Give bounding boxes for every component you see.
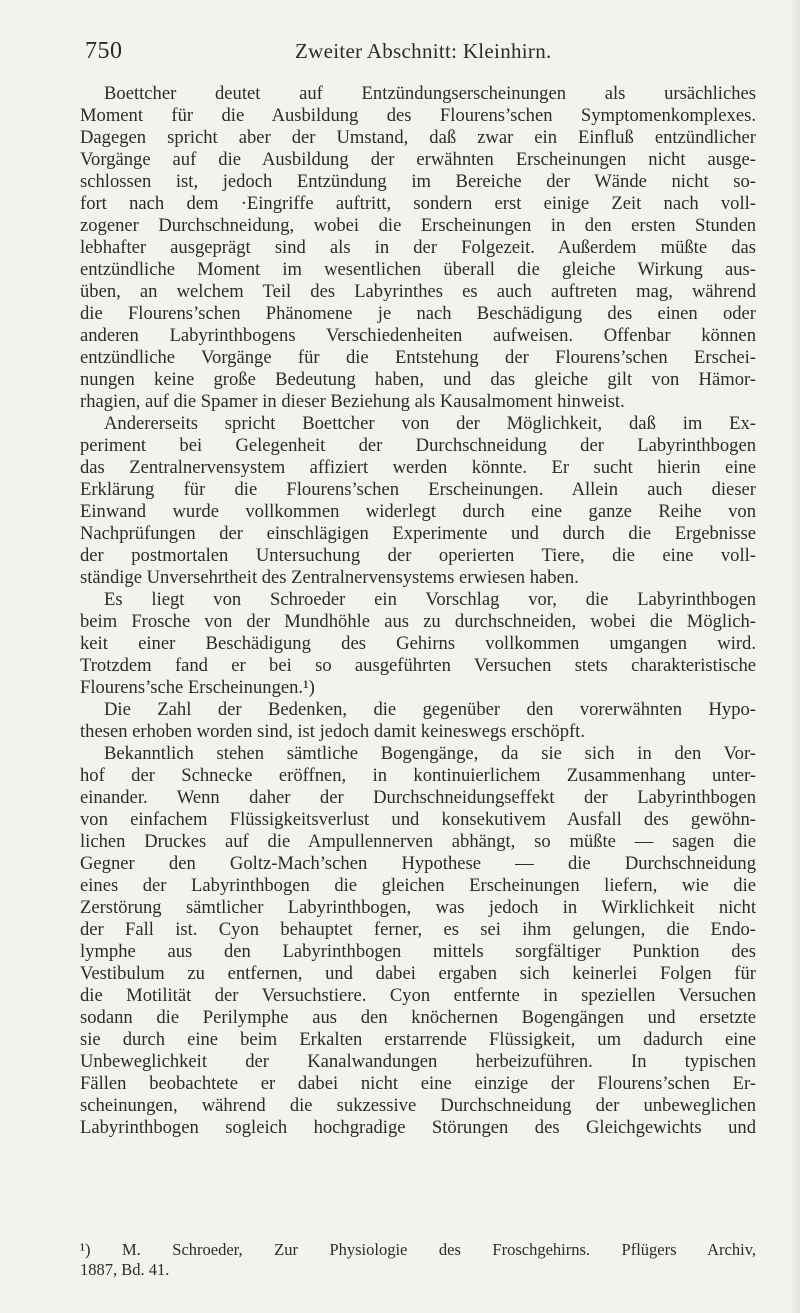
footnote-line: 1887, Bd. 41. bbox=[80, 1260, 170, 1279]
paragraph-3 bbox=[80, 589, 756, 699]
text-line: Es liegt von Schroeder ein Vorschlag vor, die Labyrinthbogen bbox=[104, 589, 756, 610]
text-line: nungen keine große Bedeutung haben, und das gleiche gilt von Hämor- bbox=[80, 369, 756, 390]
page-edge bbox=[790, 0, 800, 1313]
text-line: Flourens’sche Erscheinungen.¹) bbox=[80, 677, 315, 698]
page-number: 750 bbox=[85, 38, 123, 64]
text-line: Zerstörung sämtlicher Labyrinthbogen, was jedoch in Wirklichkeit nicht bbox=[80, 897, 756, 918]
text-line: scheinungen, während die sukzessive Durchschneidung der unbeweglichen bbox=[80, 1095, 756, 1116]
text-line: Gegner den Goltz-Mach’schen Hypothese — die Durchschneidung bbox=[80, 853, 756, 874]
footnote bbox=[80, 1240, 756, 1280]
text-line: periment bei Gelegenheit der Durchschneidung der Labyrinthbogen bbox=[80, 435, 756, 456]
text-line: üben, an welchem Teil des Labyrinthes es auch auftreten mag, während bbox=[80, 281, 756, 302]
text-line: lebhafter ausgeprägt sind als in der Folgezeit. Außerdem müßte das bbox=[80, 237, 756, 258]
paragraph-2 bbox=[80, 413, 756, 589]
text-line: Labyrinthbogen sogleich hochgradige Störungen des Gleichgewichts und bbox=[80, 1117, 756, 1138]
text-line: Einwand wurde vollkommen widerlegt durch eine ganze Reihe von bbox=[80, 501, 756, 522]
paragraph-4 bbox=[80, 699, 756, 743]
text-line: beim Frosche von der Mundhöhle aus zu durchschneiden, wobei die Möglich- bbox=[80, 611, 756, 632]
text-line: von einfachem Flüssigkeitsverlust und konsekutivem Ausfall des gewöhn- bbox=[80, 809, 756, 830]
text-line: der Fall ist. Cyon behauptet ferner, es sei ihm gelungen, die Endo- bbox=[80, 919, 756, 940]
text-line: keit einer Beschädigung des Gehirns vollkommen umgangen wird. bbox=[80, 633, 756, 654]
body-text bbox=[80, 83, 756, 1139]
text-line: Trotzdem fand er bei so ausgeführten Versuchen stets charakteristische bbox=[80, 655, 756, 676]
text-line: Vestibulum zu entfernen, und dabei ergaben sich keinerlei Folgen für bbox=[80, 963, 756, 984]
text-line: rhagien, auf die Spamer in dieser Beziehung als Kausalmoment hinweist. bbox=[80, 391, 625, 412]
text-line: die Motilität der Versuchstiere. Cyon entfernte in speziellen Versuchen bbox=[80, 985, 756, 1006]
text-line: schlossen ist, jedoch Entzündung im Bereiche der Wände nicht so- bbox=[80, 171, 756, 192]
text-line: Die Zahl der Bedenken, die gegenüber den vorerwähnten Hypo- bbox=[104, 699, 756, 720]
text-line: Unbeweglichkeit der Kanalwandungen herbeizuführen. In typischen bbox=[80, 1051, 756, 1072]
footnote-line: ¹) M. Schroeder, Zur Physiologie des Froschgehirns. Pflügers Archiv, bbox=[80, 1240, 756, 1259]
text-line: die Flourens’schen Phänomene je nach Beschädigung des einen oder bbox=[80, 303, 756, 324]
paragraph-5 bbox=[80, 743, 756, 1139]
text-line: Erklärung für die Flourens’schen Erscheinungen. Allein auch dieser bbox=[80, 479, 756, 500]
text-line: fort nach dem ·Eingriffe auftritt, sondern erst einige Zeit nach voll- bbox=[80, 193, 756, 214]
text-line: Fällen beobachtete er dabei nicht eine einzige der Flourens’schen Er- bbox=[80, 1073, 756, 1094]
text-line: Bekanntlich stehen sämtliche Bogengänge, da sie sich in den Vor- bbox=[104, 743, 756, 764]
text-line: sodann die Perilymphe aus den knöchernen Bogengängen und ersetzte bbox=[80, 1007, 756, 1028]
text-line: hof der Schnecke eröffnen, in kontinuierlichem Zusammenhang unter- bbox=[80, 765, 756, 786]
text-line: zogener Durchschneidung, wobei die Erscheinungen in den ersten Stunden bbox=[80, 215, 756, 236]
text-line: entzündliche Vorgänge für die Entstehung der Flourens’schen Erschei- bbox=[80, 347, 756, 368]
running-head: Zweiter Abschnitt: Kleinhirn. bbox=[295, 39, 552, 63]
text-line: lichen Druckes auf die Ampullennerven abhängt, so müßte — sagen die bbox=[80, 831, 756, 852]
text-line: entzündliche Moment im wesentlichen überall die gleiche Wirkung aus- bbox=[80, 259, 756, 280]
text-line: Boettcher deutet auf Entzündungserscheinungen als ursächliches bbox=[104, 83, 756, 104]
page-header bbox=[85, 38, 755, 68]
text-line: Dagegen spricht aber der Umstand, daß zwar ein Einfluß entzündlicher bbox=[80, 127, 756, 148]
text-line: anderen Labyrinthbogens Verschiedenheiten aufweisen. Offenbar können bbox=[80, 325, 756, 346]
text-line: Andererseits spricht Boettcher von der Möglichkeit, daß im Ex- bbox=[104, 413, 756, 434]
text-line: ständige Unversehrtheit des Zentralnervensystems erwiesen haben. bbox=[80, 567, 579, 588]
text-line: Moment für die Ausbildung des Flourens’schen Symptomenkomplexes. bbox=[80, 105, 756, 126]
text-line: Vorgänge auf die Ausbildung der erwähnten Erscheinungen nicht ausge- bbox=[80, 149, 756, 170]
paragraph-1 bbox=[80, 83, 756, 413]
text-line: lymphe aus den Labyrinthbogen mittels sorgfältiger Punktion des bbox=[80, 941, 756, 962]
text-line: das Zentralnervensystem affiziert werden könnte. Er sucht hierin eine bbox=[80, 457, 756, 478]
text-line: Nachprüfungen der einschlägigen Experimente und durch die Ergebnisse bbox=[80, 523, 756, 544]
text-line: sie durch eine beim Erkalten erstarrende Flüssigkeit, um dadurch eine bbox=[80, 1029, 756, 1050]
text-line: eines der Labyrinthbogen die gleichen Erscheinungen liefern, wie die bbox=[80, 875, 756, 896]
text-line: thesen erhoben worden sind, ist jedoch damit keineswegs erschöpft. bbox=[80, 721, 586, 742]
text-line: der postmortalen Untersuchung der operierten Tiere, die eine voll- bbox=[80, 545, 756, 566]
text-line: einander. Wenn daher der Durchschneidungseffekt der Labyrinthbogen bbox=[80, 787, 756, 808]
